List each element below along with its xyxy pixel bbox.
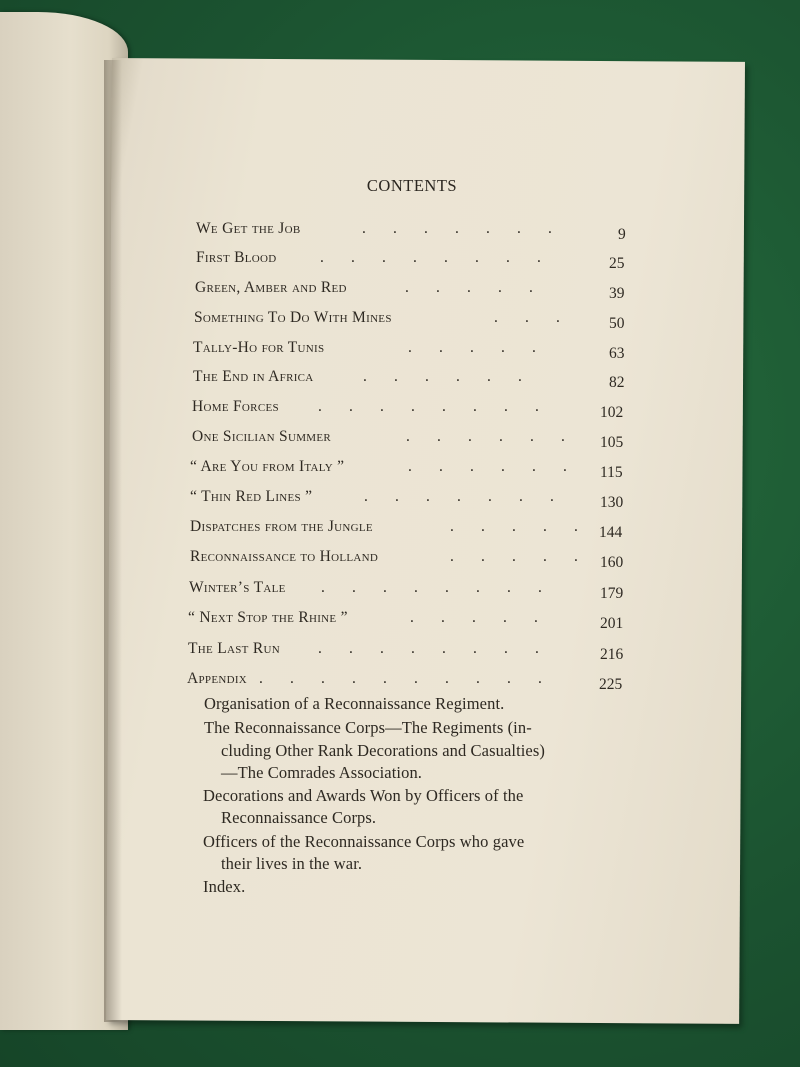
toc-entry — [187, 670, 629, 694]
toc-entry-leader: . . . . . . — [363, 368, 522, 385]
toc-entry — [190, 518, 628, 542]
toc-entry-title: First Blood — [196, 249, 277, 266]
toc-entry-leader: . . . . . — [450, 518, 578, 535]
toc-entry-page: 179 — [600, 585, 624, 602]
toc-entry-page: 82 — [609, 374, 625, 391]
toc-entry-page: 144 — [599, 524, 623, 541]
toc-entry-leader: . . . . . . . . — [321, 579, 542, 596]
contents-heading: CONTENTS — [366, 176, 458, 195]
toc-entry-leader: . . . . . . . — [362, 220, 552, 237]
toc-entry-title: One Sicilian Summer — [192, 428, 332, 445]
toc-entry-page: 225 — [599, 676, 623, 693]
toc-entry — [192, 428, 628, 452]
toc-entry — [190, 458, 628, 482]
toc-entry-page: 63 — [609, 345, 625, 362]
toc-entry-title: The End in Africa — [193, 368, 314, 385]
toc-entry-leader: . . . . . . — [408, 458, 567, 475]
toc-entry-title: Dispatches from the Jungle — [190, 518, 373, 535]
toc-entry — [196, 220, 630, 244]
appendix-line: The Reconnaissance Corps—The Regiments (in- — [204, 718, 532, 737]
toc-entry — [196, 249, 630, 273]
book-gutter — [104, 60, 122, 1022]
toc-entry-page: 201 — [600, 615, 624, 632]
toc-entry-leader: . . . . . — [408, 339, 536, 356]
toc-entry-title: “ Thin Red Lines ” — [190, 488, 313, 505]
toc-entry — [188, 609, 629, 633]
appendix-line: Organisation of a Reconnaissance Regiment. — [204, 694, 505, 713]
toc-entry-leader: . . . . . — [410, 609, 538, 626]
toc-entry-title: “ Are You from Italy ” — [190, 458, 345, 475]
toc-entry-title: Reconnaissance to Holland — [190, 548, 379, 565]
toc-entry-title: Appendix — [187, 670, 248, 687]
toc-entry-page: 115 — [600, 464, 623, 481]
toc-entry — [195, 279, 629, 303]
appendix-line: —The Comrades Association. — [221, 763, 423, 782]
toc-entry-page: 25 — [609, 255, 625, 272]
toc-entry-leader: . . . . . . . . — [318, 398, 539, 415]
toc-entry-page: 102 — [600, 404, 624, 421]
toc-entry-page: 9 — [618, 226, 626, 243]
toc-entry-page: 160 — [600, 554, 624, 571]
toc-entry-title: Tally-Ho for Tunis — [193, 339, 325, 356]
toc-entry-page: 50 — [609, 315, 625, 332]
toc-entry-leader: . . . . . . . — [364, 488, 554, 505]
toc-entry-page: 105 — [600, 434, 624, 451]
toc-entry — [190, 488, 628, 512]
toc-entry-leader: . . . . . . . . — [320, 249, 541, 266]
toc-entry-page: 130 — [600, 494, 624, 511]
appendix-line: Decorations and Awards Won by Officers of the — [203, 786, 524, 805]
toc-entry-leader: . . . . . . — [406, 428, 565, 445]
appendix-line: their lives in the war. — [221, 854, 363, 873]
toc-entry-leader: . . . . . — [405, 279, 533, 296]
appendix-line: Officers of the Reconnaissance Corps who gave — [203, 832, 525, 851]
toc-entry — [193, 339, 627, 363]
toc-entry — [193, 368, 627, 392]
toc-entry-title: We Get the Job — [196, 220, 301, 237]
toc-entry — [194, 309, 628, 333]
appendix-line: Index. — [203, 877, 246, 896]
toc-entry-title: Something To Do With Mines — [194, 309, 392, 326]
appendix-line: cluding Other Rank Decorations and Casualties) — [221, 741, 545, 760]
toc-entry-leader: . . . . . — [450, 548, 578, 565]
toc-entry-title: “ Next Stop the Rhine ” — [188, 609, 348, 626]
toc-entry-leader: . . . . . . . . . . — [259, 670, 542, 687]
toc-entry — [188, 640, 629, 664]
toc-entry — [189, 579, 629, 603]
toc-entry-leader: . . . . . . . . — [318, 640, 539, 657]
toc-entry — [190, 548, 628, 572]
toc-entry-title: Green, Amber and Red — [195, 279, 347, 296]
appendix-line: Reconnaissance Corps. — [221, 808, 377, 827]
toc-entry-title: Home Forces — [192, 398, 279, 415]
toc-entry-title: Winter’s Tale — [189, 579, 286, 596]
toc-entry-leader: . . . — [494, 309, 560, 326]
toc-entry — [192, 398, 628, 422]
toc-entry-page: 39 — [609, 285, 625, 302]
toc-entry-page: 216 — [600, 646, 624, 663]
toc-entry-title: The Last Run — [188, 640, 280, 657]
